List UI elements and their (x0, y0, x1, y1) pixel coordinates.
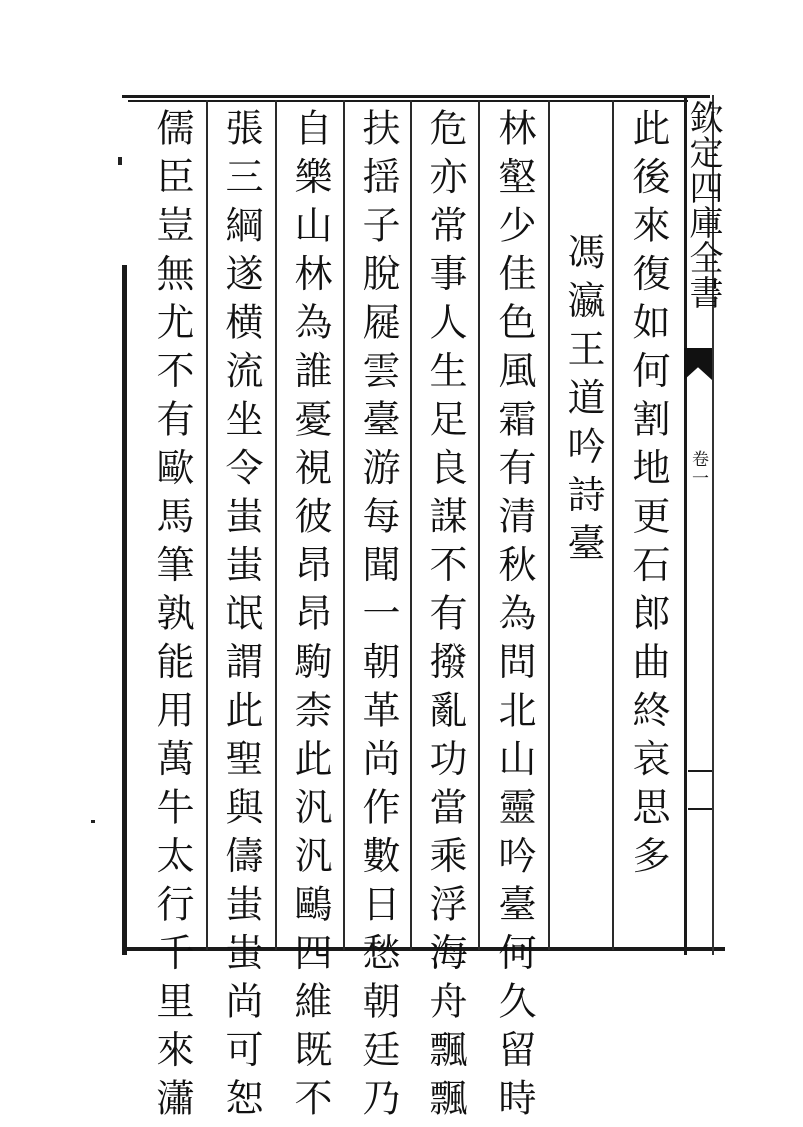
poem-title-column: 馮瀛王道吟詩臺 (561, 232, 605, 572)
top-border-line (122, 95, 710, 98)
column-rule (548, 100, 550, 950)
text-column-1: 此後來復如何割地更石郎曲終哀思多 (626, 108, 670, 884)
column-rule (343, 100, 345, 950)
spine-tick-line (688, 770, 712, 772)
column-rule (478, 100, 480, 950)
text-column-4: 危亦常事人生足良謀不有撥亂功當乘浮海舟飄飄 (423, 108, 467, 1127)
text-column-7: 張三綱遂横流坐令蚩蚩氓謂此聖與儔蚩蚩尚可恕 (219, 108, 263, 1127)
fishtail-mark (684, 348, 712, 380)
column-rule (275, 100, 277, 950)
column-rule (410, 100, 412, 950)
text-column-3: 林壑少佳色風霜有清秋為問北山靈吟臺何久留時 (492, 108, 536, 1127)
text-column-5: 扶揺子脫屣雲臺游每聞一朝革尚作數日愁朝廷乃 (356, 108, 400, 1127)
text-column-8: 儒臣豈無尤不有歐馬筆孰能用萬牛太行千里來瀟 (150, 108, 194, 1127)
top-inner-line (128, 100, 688, 102)
ink-speck (91, 820, 95, 823)
spine-book-title: 欽定四庫全書 (683, 100, 723, 310)
left-border-line (122, 265, 127, 955)
ink-speck (118, 157, 122, 165)
spine-tick-line (688, 808, 712, 810)
text-column-6: 自樂山林為誰憂視彼昂昂駒柰此汎汎鷗四維既不 (288, 108, 332, 1127)
spine-volume-label: 卷一 (688, 450, 708, 488)
column-rule (206, 100, 208, 950)
